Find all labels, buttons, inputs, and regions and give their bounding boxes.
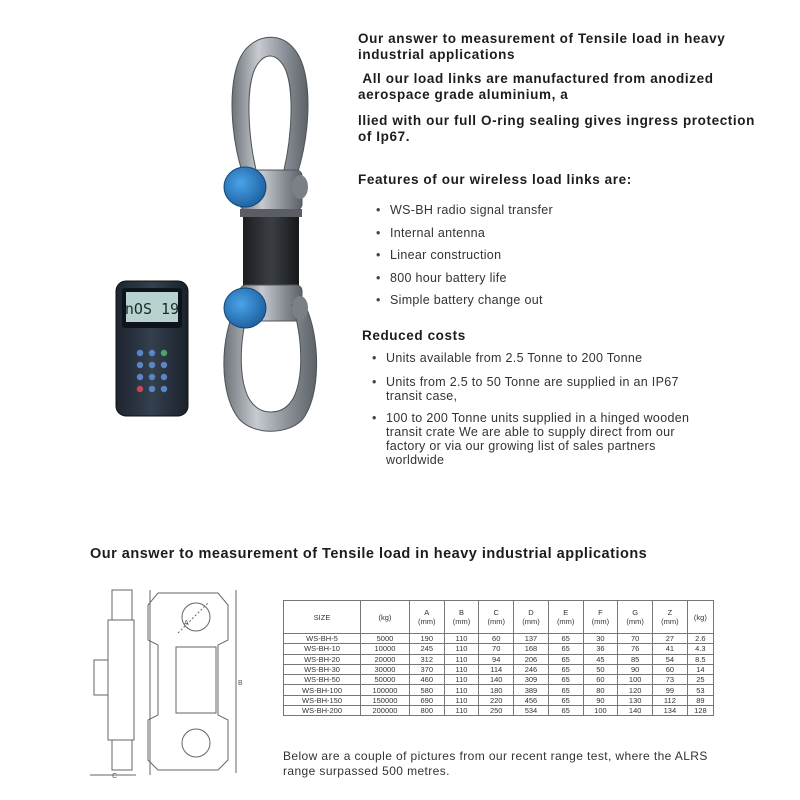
header-unit: (mm) [418, 617, 436, 626]
table-cell: 60 [583, 675, 618, 685]
table-cell: 80 [583, 685, 618, 695]
table-cell: 250 [479, 706, 514, 716]
table-cell: 110 [444, 644, 479, 654]
list-item: • Linear construction [376, 247, 676, 270]
table-row [284, 644, 714, 654]
table-cell: 206 [514, 654, 549, 664]
list-item: • 800 hour battery life [376, 270, 676, 293]
table-cell: WS-BH-30 [284, 664, 361, 674]
table-cell: 65 [548, 634, 583, 644]
table-cell: 110 [444, 664, 479, 674]
table-cell: 8.5 [687, 654, 713, 664]
upper-bolt [224, 167, 266, 207]
table-cell: 110 [444, 706, 479, 716]
table-cell: 130 [618, 695, 653, 705]
intro-line-2: All our load links are manufactured from anodized aerospace grade aluminium, a [358, 71, 718, 102]
table-cell: 76 [618, 644, 653, 654]
table-cell: 54 [653, 654, 688, 664]
table-cell: 36 [583, 644, 618, 654]
table-row [284, 664, 714, 674]
reduced-costs-list [372, 351, 712, 475]
table-cell: 112 [653, 695, 688, 705]
table-cell: 534 [514, 706, 549, 716]
handheld-display [116, 281, 188, 416]
header-top: F [598, 608, 603, 617]
list-item: • Simple battery change out [376, 292, 676, 315]
table-cell: 110 [444, 695, 479, 705]
header-top: Z [667, 608, 673, 617]
table-cell: 140 [618, 706, 653, 716]
load-link-image [100, 35, 330, 435]
table-header-cell [479, 601, 514, 634]
table-cell: 10000 [361, 644, 410, 654]
list-item: • Units from 2.5 to 50 Tonne are supplied in an IP67 transit case, [372, 375, 712, 403]
intro-line-3: llied with our full O-ring sealing gives ingress protection of Ip67. [358, 113, 755, 144]
table-header-cell [444, 601, 479, 634]
header-top: A [424, 608, 430, 617]
table-cell: WS-BH-5 [284, 634, 361, 644]
table-header-cell [618, 601, 653, 634]
table-cell: 65 [548, 644, 583, 654]
table-cell: 134 [653, 706, 688, 716]
features-list [376, 202, 676, 315]
table-header-row [284, 601, 714, 634]
table-cell: 90 [618, 664, 653, 674]
table-cell: 89 [687, 695, 713, 705]
table-cell: 110 [444, 675, 479, 685]
table-cell: 65 [548, 654, 583, 664]
header-unit: (mm) [626, 617, 644, 626]
footer-text: Below are a couple of pictures from our recent range test, where the ALRS range surpassed 500 metres. [283, 749, 708, 778]
list-item: • Units available from 2.5 Tonne to 200 Tonne [372, 351, 712, 365]
table-cell: 309 [514, 675, 549, 685]
header-top: B [458, 608, 464, 617]
table-cell: 45 [583, 654, 618, 664]
table-cell: 5000 [361, 634, 410, 644]
lower-bolt [224, 288, 266, 328]
table-row [284, 695, 714, 705]
list-item: • 100 to 200 Tonne units supplied in a hinged wooden transit crate We are able to supply direct from our factory or via our growing list of sales partners worldwide [372, 411, 712, 467]
table-cell: 110 [444, 634, 479, 644]
table-row [284, 634, 714, 644]
table-cell: 245 [409, 644, 444, 654]
table-header-cell [653, 601, 688, 634]
table-cell: 140 [479, 675, 514, 685]
table-cell: 389 [514, 685, 549, 695]
table-cell: 110 [444, 685, 479, 695]
header-top: E [563, 608, 569, 617]
table-cell: 800 [409, 706, 444, 716]
table-header-cell [548, 601, 583, 634]
table-cell: 20000 [361, 654, 410, 664]
table-cell: 25 [687, 675, 713, 685]
table-cell: 94 [479, 654, 514, 664]
table-cell: 110 [444, 654, 479, 664]
table-header-cell [284, 601, 361, 634]
table-cell: 65 [548, 664, 583, 674]
table-cell: 14 [687, 664, 713, 674]
header-unit: (mm) [452, 617, 471, 626]
header-unit: (mm) [522, 617, 540, 626]
table-cell: 100 [583, 706, 618, 716]
table-cell: 65 [548, 695, 583, 705]
header-top: D [528, 608, 534, 617]
table-cell: 168 [514, 644, 549, 654]
drawing-label-c: C [112, 773, 118, 780]
table-cell: 65 [548, 675, 583, 685]
reduced-costs-heading: Reduced costs [362, 328, 466, 343]
table-cell: 60 [653, 664, 688, 674]
table-row [284, 706, 714, 716]
table-cell: 90 [583, 695, 618, 705]
drawing-label-b: B [238, 680, 243, 687]
technical-drawing [88, 585, 248, 780]
table-cell: WS-BH-200 [284, 706, 361, 716]
table-cell: 30000 [361, 664, 410, 674]
table-cell: WS-BH-150 [284, 695, 361, 705]
specs-table [283, 600, 714, 716]
table-cell: 312 [409, 654, 444, 664]
drawing-label-a: A [184, 620, 189, 627]
table-cell: 2.6 [687, 634, 713, 644]
header-top: C [493, 608, 499, 617]
features-heading: Features of our wireless load links are: [358, 172, 632, 187]
table-cell: 53 [687, 685, 713, 695]
header-top: (kg) [693, 612, 707, 622]
table-cell: 690 [409, 695, 444, 705]
table-cell: 30 [583, 634, 618, 644]
table-cell: 114 [479, 664, 514, 674]
table-cell: 70 [618, 634, 653, 644]
table-header-cell [409, 601, 444, 634]
section-heading: Our answer to measurement of Tensile load in heavy industrial applications [90, 546, 648, 562]
table-cell: 128 [687, 706, 713, 716]
header-unit: (kg) [378, 612, 392, 622]
table-cell: 50 [583, 664, 618, 674]
table-header-cell [583, 601, 618, 634]
header-unit: (mm) [591, 617, 610, 626]
table-cell: 580 [409, 685, 444, 695]
table-cell: WS-BH-20 [284, 654, 361, 664]
table-cell: WS-BH-100 [284, 685, 361, 695]
list-item: • WS-BH radio signal transfer [376, 202, 676, 225]
table-cell: 137 [514, 634, 549, 644]
table-header-cell [361, 601, 410, 634]
table-cell: 27 [653, 634, 688, 644]
table-cell: 120 [618, 685, 653, 695]
table-cell: 456 [514, 695, 549, 705]
table-cell: 100000 [361, 685, 410, 695]
display-reading: nOS 19 [124, 300, 180, 318]
table-cell: 100 [618, 675, 653, 685]
table-cell: 246 [514, 664, 549, 674]
table-cell: 65 [548, 685, 583, 695]
table-header-cell [687, 601, 713, 634]
table-cell: 73 [653, 675, 688, 685]
table-cell: 99 [653, 685, 688, 695]
header-unit: (mm) [661, 617, 679, 626]
table-cell: 150000 [361, 695, 410, 705]
header-unit: (mm) [556, 617, 575, 626]
table-cell: 41 [653, 644, 688, 654]
table-cell: WS-BH-50 [284, 675, 361, 685]
table-row [284, 685, 714, 695]
table-cell: 220 [479, 695, 514, 705]
intro-line-1: Our answer to measurement of Tensile load in heavy industrial applications [358, 31, 726, 62]
header-unit: (mm) [487, 617, 505, 626]
table-cell: 200000 [361, 706, 410, 716]
table-row [284, 654, 714, 664]
header-top: G [632, 608, 639, 617]
table-cell: 70 [479, 644, 514, 654]
table-cell: WS-BH-10 [284, 644, 361, 654]
table-cell: 460 [409, 675, 444, 685]
table-cell: 50000 [361, 675, 410, 685]
table-cell: 65 [548, 706, 583, 716]
table-cell: 60 [479, 634, 514, 644]
table-header-cell [514, 601, 549, 634]
table-cell: 4.3 [687, 644, 713, 654]
table-cell: 85 [618, 654, 653, 664]
list-item: • Internal antenna [376, 225, 676, 248]
upper-shackle [232, 37, 308, 185]
table-cell: 190 [409, 634, 444, 644]
table-cell: 370 [409, 664, 444, 674]
header-top: SIZE [313, 612, 331, 622]
table-row [284, 675, 714, 685]
table-cell: 180 [479, 685, 514, 695]
